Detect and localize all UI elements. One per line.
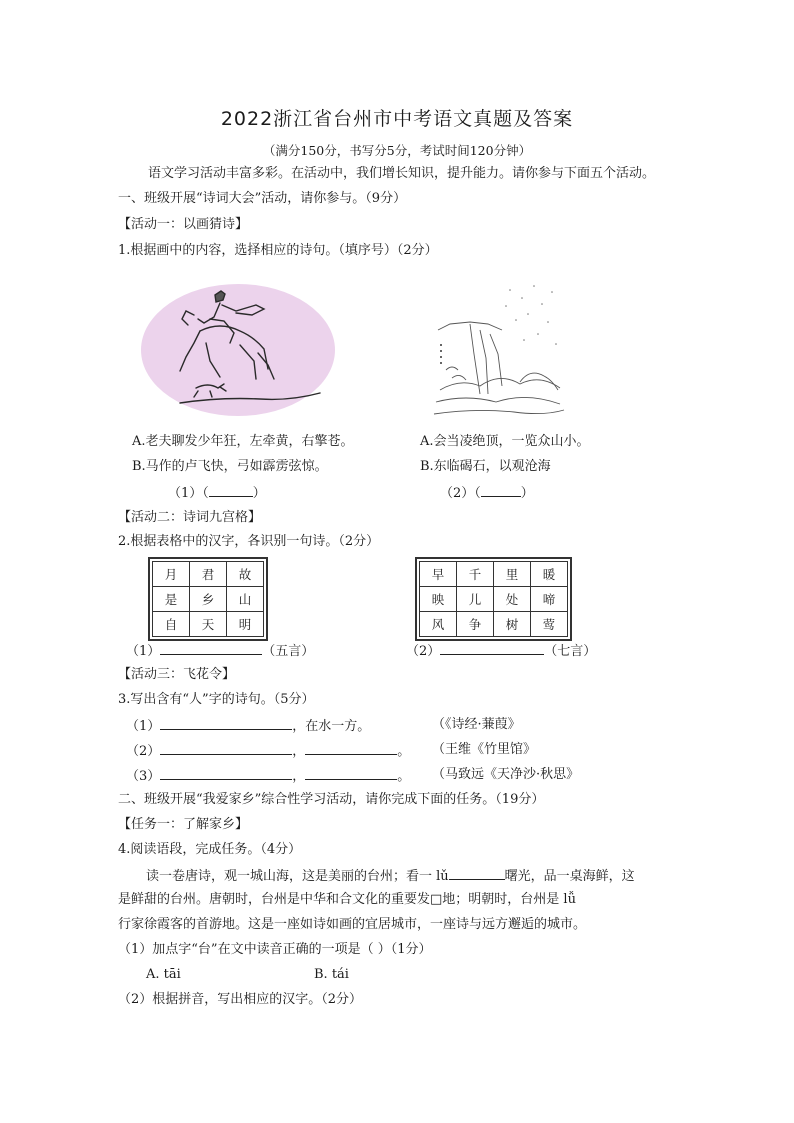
q3-item-2-end: 。 [397,744,411,759]
question-1: 1.根据画中的内容，选择相应的诗句。（填序号）（2分） [118,243,438,258]
q3-item-2-label: （2） [126,744,161,759]
grid2-cell: 处 [494,587,531,612]
q3-item-1 [126,715,370,737]
q2-answer-1 [126,640,314,662]
q3-item-2-source: （王维《竹里馆》 [432,742,537,757]
grid1-cell: 君 [190,562,227,587]
grid2-cell: 啼 [531,587,568,612]
question-3: 3.写出含有“人”字的诗句。（5分） [118,692,315,707]
page-title: 2022浙江省台州市中考语文真题及答案 [220,108,574,130]
q3-item-2 [126,740,410,762]
grid2-cell: 争 [457,612,494,637]
q4-option-a: A. tāi [146,967,181,982]
activity-1-heading: 【活动一：以画猜诗】 [118,217,249,232]
grid1-cell: 山 [227,587,264,612]
q3-item-1-blank[interactable] [160,715,292,730]
q2-answer-2-blank[interactable] [440,640,544,655]
q1-option-right-a: A.会当凌绝顶，一览众山小。 [420,434,590,449]
question-2: 2.根据表格中的汉字，各识别一句诗。（2分） [118,534,380,549]
q2-answer-1-label: （1） [126,644,161,659]
grid2-cell: 风 [420,612,457,637]
grid2-cell: 莺 [531,612,568,637]
q2-answer-2-label: （2） [406,644,441,659]
q2-answer-2 [406,640,596,662]
passage-line-1 [146,865,635,887]
q3-item-1-label: （1） [126,719,161,734]
passage-line-1-b: 曙光，品一桌海鲜，这 [504,869,635,884]
passage-line-1-a: 读一卷唐诗，观一城山海，这是美丽的台州；看一 lǔ [146,869,449,884]
q1-option-left-a: A.老夫聊发少年狂，左牵黄，右擎苍。 [132,434,354,449]
q1-answer-2-close: ） [520,486,534,501]
q3-item-3-end: 。 [397,769,411,784]
q2-answer-1-suffix: （五言） [262,644,315,659]
grid2-cell: 树 [494,612,531,637]
q3-item-1-text: ，在水一方。 [292,719,371,734]
activity-3-heading: 【活动三：飞花令】 [118,667,236,682]
q3-item-3 [126,765,410,787]
grid2-cell: 暖 [531,562,568,587]
q3-item-2-blank-a[interactable] [160,740,292,755]
passage-blank[interactable] [449,865,505,880]
passage-line-2: 是鲜甜的台州。唐朝时，台州是中华和合文化的重要发□地；明朝时，台州是 lǚ [118,892,576,907]
poem-grid-2 [415,557,572,641]
q3-item-3-comma: ， [292,769,306,784]
seaside-cliff-illustration [430,270,565,422]
section-1-heading: 一、班级开展“诗词大会”活动，请你参与。（9分） [118,191,407,206]
passage-line-3: 行家徐霞客的首游地。这是一座如诗如画的宜居城市，一座诗与远方邂逅的城市。 [118,917,587,932]
q1-answer-2 [440,482,534,504]
q3-item-2-comma: ， [292,744,306,759]
q3-item-1-source: （《诗经·蒹葭》 [432,717,521,732]
q3-item-3-label: （3） [126,769,161,784]
grid2-cell: 千 [457,562,494,587]
activity-2-heading: 【活动二：诗词九宫格】 [118,510,262,525]
q4-part-1: （1）加点字“台”在文中读音正确的一项是（ ）（1分） [118,942,432,957]
q1-option-left-b: B.马作的卢飞快，弓如霹雳弦惊。 [132,459,328,474]
q4-part-2: （2）根据拼音，写出相应的汉字。（2分） [118,992,363,1007]
q2-answer-1-blank[interactable] [160,640,262,655]
grid1-cell: 是 [153,587,190,612]
q1-answer-1-close: ） [252,486,266,501]
q1-answer-1-blank[interactable] [209,482,253,497]
q1-answer-2-blank[interactable] [481,482,521,497]
grid1-cell: 明 [227,612,264,637]
grid2-cell: 映 [420,587,457,612]
grid1-cell: 故 [227,562,264,587]
q3-item-3-blank-a[interactable] [160,765,292,780]
question-4: 4.阅读语段，完成任务。（4分） [118,842,302,857]
q1-answer-1-label: （1）（ [168,486,209,501]
q4-option-b: B. tái [314,967,349,982]
grid2-cell: 儿 [457,587,494,612]
grid1-cell: 自 [153,612,190,637]
section-2-heading: 二、班级开展“我爱家乡”综合性学习活动，请你完成下面的任务。（19分） [118,792,545,807]
q1-answer-2-label: （2）（ [440,486,481,501]
grid1-cell: 月 [153,562,190,587]
hunting-horseman-illustration [140,283,336,418]
q1-option-right-b: B.东临碣石，以观沧海 [420,459,551,474]
q3-item-3-source: （马致远《天净沙·秋思》 [432,767,580,782]
grid1-cell: 乡 [190,587,227,612]
intro-text: 语文学习活动丰富多彩。在活动中，我们增长知识，提升能力。请你参与下面五个活动。 [148,166,656,181]
q3-item-2-blank-b[interactable] [305,740,397,755]
task-1-heading: 【任务一：了解家乡】 [118,817,249,832]
q1-answer-1 [168,482,266,504]
page-subtitle: （满分150分，书写分5分，考试时间120分钟） [262,143,532,158]
poem-grid-1 [148,557,268,641]
q2-answer-2-suffix: （七言） [544,644,597,659]
grid1-cell: 天 [190,612,227,637]
grid2-cell: 早 [420,562,457,587]
q3-item-3-blank-b[interactable] [305,765,397,780]
grid2-cell: 里 [494,562,531,587]
